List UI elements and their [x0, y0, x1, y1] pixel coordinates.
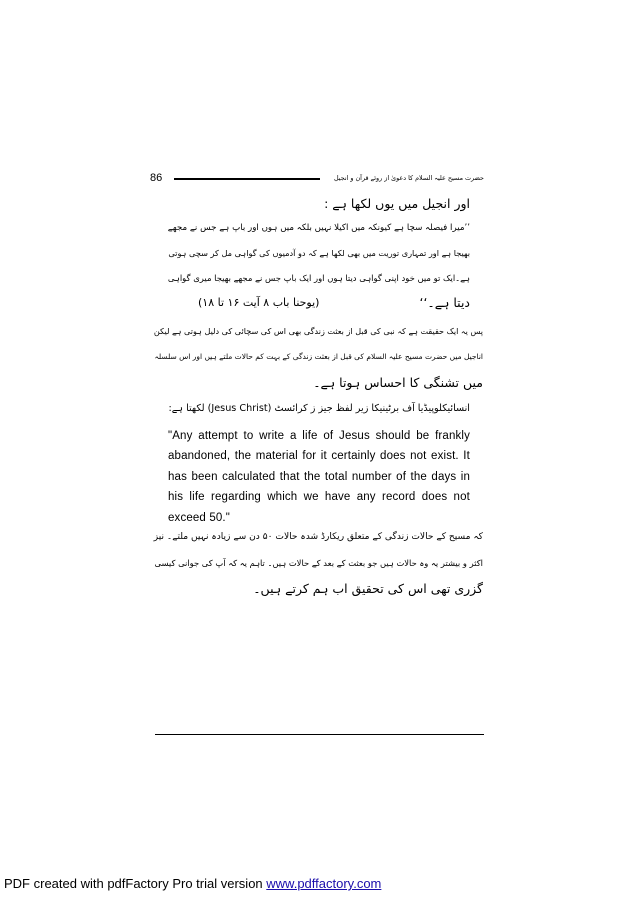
conclusion-line-3: گزری تھی اس کی تحقیق اب ہم کرتے ہیں۔: [253, 581, 483, 596]
pdffactory-link[interactable]: www.pdffactory.com: [266, 876, 382, 891]
running-header: [150, 170, 484, 188]
paragraph-line-3: میں تشنگی کا احساس ہوتا ہے۔: [313, 375, 483, 390]
quote-line-1: ’’میرا فیصلہ سچا ہے کیونکہ میں اکیلا نہیں بلکہ میں ہوں اور باپ ہے جس نے مجھے: [167, 223, 470, 233]
pdf-creator-footer: [4, 876, 381, 892]
quote-line-3: ہے۔ایک تو میں خود اپنی گواہی دیتا ہوں اور ایک باپ جس نے مجھے بھیجا میری گواہی: [167, 273, 470, 283]
paragraph-line-1: پس یہ ایک حقیقت ہے کہ نبی کی قبل از بعثت زندگی بھی اس کی سچائی کی دلیل ہوتی ہے لیکن: [153, 326, 483, 336]
conclusion-line-1: کہ مسیح کے حالات زندگی کے متعلق ریکارڈ شدہ حالات ۵۰ دن سے زیادہ نہیں ملتے۔ نیز: [153, 532, 483, 542]
pdf-footer-text: PDF created with pdfFactory Pro trial version: [4, 876, 267, 891]
english-quote: "Any attempt to write a life of Jesus should be frankly abandoned, the material for it certainly does not exist. It has been calculated that the total number of the days in his life regarding which we have any record does not exceed 50.": [168, 430, 470, 524]
page-number: 86: [150, 172, 163, 184]
footer-rule: [155, 734, 484, 735]
encyclopedia-line: انسائیکلوپیڈیا آف برٹینیکا زیر لفظ جیز ز کرائسٹ (Jesus Christ) لکھتا ہے:: [168, 403, 470, 414]
paragraph-line-2: اناجیل میں حضرت مسیح علیہ السلام کی قبل از بعثت زندگی کے بہت کم حالات ملتے ہیں اور اس سلسلہ: [154, 352, 483, 361]
quote-line-2: بھیجا ہے اور تمہاری توریت میں بھی لکھا ہے کہ دو آدمیوں کی گواہی مل کر سچی ہوتی: [168, 248, 470, 258]
header-title: حضرت مسیح علیہ السلام کا دعویٰ از روئے قرآن و انجیل: [333, 174, 484, 182]
quote-reference: (یوحنا باب ۸ آیت ۱۶ تا ۱۸): [198, 296, 320, 309]
intro-line: اور انجیل میں یوں لکھا ہے :: [324, 196, 470, 211]
header-rule: [174, 178, 320, 180]
conclusion-line-2: اکثر و بیشتر یہ وہ حالات ہیں جو بعثت کے بعد کے حالات ہیں۔ تاہم یہ کہ آپ کی جوانی کیسی: [154, 558, 483, 568]
quote-line-4: دیتا ہے۔‘‘: [419, 295, 470, 310]
